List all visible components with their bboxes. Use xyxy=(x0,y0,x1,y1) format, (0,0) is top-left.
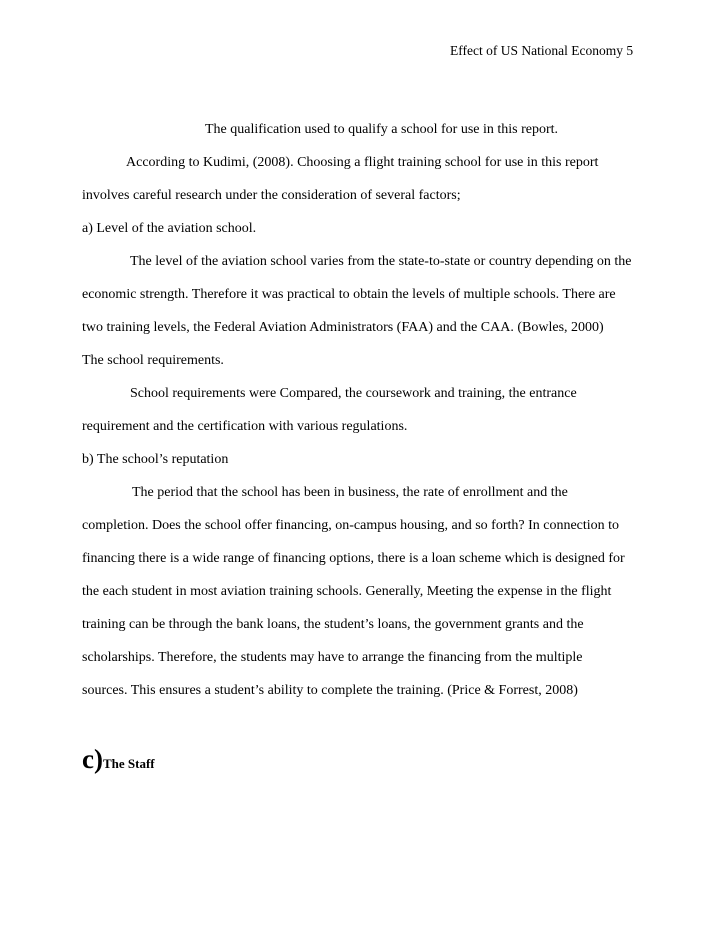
paragraph-line: School requirements were Compared, the coursework and training, the entrance xyxy=(130,386,577,401)
paragraph-line: scholarships. Therefore, the students may have to arrange the financing from the multiple xyxy=(82,650,583,665)
paragraph-line: involves careful research under the consideration of several factors; xyxy=(82,188,461,203)
list-item-a: a) Level of the aviation school. xyxy=(82,221,257,236)
paragraph-line: the each student in most aviation training schools. Generally, Meeting the expense in the flight xyxy=(82,584,612,599)
paragraph-line: completion. Does the school offer financing, on-campus housing, and so forth? In connection to xyxy=(82,518,620,533)
section-c-heading xyxy=(82,744,155,774)
running-header: Effect of US National Economy 5 xyxy=(450,43,634,58)
paragraph-line: training can be through the bank loans, the student’s loans, the government grants and the xyxy=(82,617,584,632)
paragraph-line: The period that the school has been in business, the rate of enrollment and the xyxy=(132,485,568,500)
paragraph-line: The level of the aviation school varies from the state-to-state or country depending on the xyxy=(130,254,632,269)
section-c-marker: c) xyxy=(82,744,103,774)
paragraph-line: economic strength. Therefore it was practical to obtain the levels of multiple schools. There are xyxy=(82,287,616,302)
paragraph-line: According to Kudimi, (2008). Choosing a flight training school for use in this report xyxy=(126,155,599,170)
paragraph-line: two training levels, the Federal Aviation Administrators (FAA) and the CAA. (Bowles, 2000) xyxy=(82,320,604,335)
paragraph-line: sources. This ensures a student’s ability to complete the training. (Price & Forrest, 2008) xyxy=(82,683,578,698)
qualification-title: The qualification used to qualify a school for use in this report. xyxy=(205,122,559,137)
list-item-b: b) The school’s reputation xyxy=(82,452,229,467)
subheading: The school requirements. xyxy=(82,353,224,368)
paragraph-line: financing there is a wide range of financing options, there is a loan scheme which is designed for xyxy=(82,551,625,566)
paragraph-line: requirement and the certification with various regulations. xyxy=(82,419,408,434)
section-c-title: The Staff xyxy=(102,756,155,771)
